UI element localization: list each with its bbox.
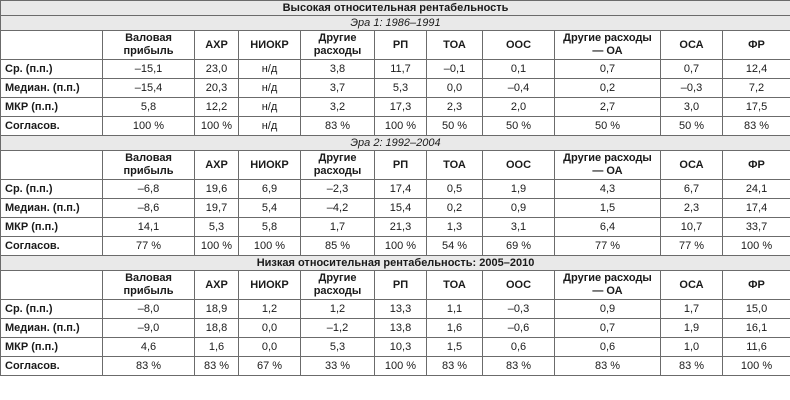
- table-cell: 83 %: [483, 357, 555, 376]
- column-header: ТОА: [427, 271, 483, 300]
- column-header: НИОКР: [239, 151, 301, 180]
- row-label: МКР (п.п.): [1, 218, 103, 237]
- table-cell: 3,7: [301, 79, 375, 98]
- table-cell: 19,6: [195, 180, 239, 199]
- table-cell: 15,4: [375, 199, 427, 218]
- row-label: Медиан. (п.п.): [1, 319, 103, 338]
- table-title: Высокая относительная рентабельность: [1, 1, 790, 16]
- table-cell: 0,2: [427, 199, 483, 218]
- table-cell: 18,8: [195, 319, 239, 338]
- row-label: МКР (п.п.): [1, 338, 103, 357]
- table-cell: –0,6: [483, 319, 555, 338]
- table-cell: 83 %: [103, 357, 195, 376]
- table-cell: 2,3: [427, 98, 483, 117]
- table-cell: 18,9: [195, 300, 239, 319]
- table-cell: 100 %: [723, 357, 790, 376]
- column-header: Валовая прибыль: [103, 151, 195, 180]
- table-cell: 2,3: [661, 199, 723, 218]
- table-cell: 23,0: [195, 60, 239, 79]
- column-header: ООС: [483, 31, 555, 60]
- column-header: ТОА: [427, 31, 483, 60]
- row-label: Медиан. (п.п.): [1, 79, 103, 98]
- table-cell: 14,1: [103, 218, 195, 237]
- column-header: Другие расходы — ОА: [555, 271, 661, 300]
- table-cell: –6,8: [103, 180, 195, 199]
- column-header: РП: [375, 271, 427, 300]
- table-cell: –15,4: [103, 79, 195, 98]
- table-cell: 0,9: [483, 199, 555, 218]
- column-header: ООС: [483, 271, 555, 300]
- table-cell: н/д: [239, 79, 301, 98]
- table-cell: 0,1: [483, 60, 555, 79]
- table-cell: 50 %: [661, 117, 723, 136]
- table-cell: 2,0: [483, 98, 555, 117]
- section-title: Эра 2: 1992–2004: [1, 136, 790, 151]
- table-cell: 20,3: [195, 79, 239, 98]
- section-title: Эра 1: 1986–1991: [1, 16, 790, 31]
- table-cell: 1,6: [427, 319, 483, 338]
- table-row: [1, 218, 790, 237]
- table-cell: 12,4: [723, 60, 790, 79]
- column-header-row: [1, 271, 790, 300]
- header-corner: [1, 151, 103, 180]
- table-cell: –4,2: [301, 199, 375, 218]
- table-cell: н/д: [239, 98, 301, 117]
- table-cell: 0,0: [239, 319, 301, 338]
- table-row: [1, 60, 790, 79]
- table-cell: 17,4: [375, 180, 427, 199]
- table-cell: 4,6: [103, 338, 195, 357]
- column-header: ООС: [483, 151, 555, 180]
- table-cell: 100 %: [375, 117, 427, 136]
- table-cell: 6,9: [239, 180, 301, 199]
- table-cell: 3,0: [661, 98, 723, 117]
- table-cell: 0,2: [555, 79, 661, 98]
- table-cell: 1,6: [195, 338, 239, 357]
- column-header: ОСА: [661, 271, 723, 300]
- row-label: Медиан. (п.п.): [1, 199, 103, 218]
- table-cell: 13,8: [375, 319, 427, 338]
- column-header: ОСА: [661, 151, 723, 180]
- table-cell: 0,0: [427, 79, 483, 98]
- table-row: [1, 98, 790, 117]
- table-cell: 24,1: [723, 180, 790, 199]
- table-cell: 1,3: [427, 218, 483, 237]
- column-header: Другие расходы — ОА: [555, 151, 661, 180]
- table-cell: 1,9: [483, 180, 555, 199]
- table-cell: 17,4: [723, 199, 790, 218]
- table-cell: 16,1: [723, 319, 790, 338]
- table-cell: 1,7: [661, 300, 723, 319]
- column-header: АХР: [195, 31, 239, 60]
- table-cell: 83 %: [195, 357, 239, 376]
- table-cell: 6,4: [555, 218, 661, 237]
- table-cell: –1,2: [301, 319, 375, 338]
- table-row: [1, 319, 790, 338]
- table-cell: 50 %: [555, 117, 661, 136]
- table-cell: 100 %: [239, 237, 301, 256]
- table-cell: 12,2: [195, 98, 239, 117]
- table-cell: 5,8: [103, 98, 195, 117]
- column-header: РП: [375, 31, 427, 60]
- table-cell: 0,7: [555, 60, 661, 79]
- table-cell: –8,0: [103, 300, 195, 319]
- table-cell: 1,5: [555, 199, 661, 218]
- column-header: АХР: [195, 151, 239, 180]
- table-cell: 1,5: [427, 338, 483, 357]
- column-header-row: [1, 31, 790, 60]
- header-corner: [1, 31, 103, 60]
- table-cell: 10,3: [375, 338, 427, 357]
- column-header: Валовая прибыль: [103, 271, 195, 300]
- table-cell: 3,8: [301, 60, 375, 79]
- table-cell: 50 %: [427, 117, 483, 136]
- table-cell: 83 %: [661, 357, 723, 376]
- table-cell: 100 %: [195, 237, 239, 256]
- table-cell: 1,2: [239, 300, 301, 319]
- column-header: ОСА: [661, 31, 723, 60]
- title-row: [1, 1, 790, 16]
- table-cell: 100 %: [375, 237, 427, 256]
- column-header: Другие расходы: [301, 271, 375, 300]
- table-cell: 15,0: [723, 300, 790, 319]
- section-title-row: [1, 16, 790, 31]
- table-cell: 83 %: [427, 357, 483, 376]
- table-cell: н/д: [239, 60, 301, 79]
- row-label: Ср. (п.п.): [1, 60, 103, 79]
- section-title-row: [1, 256, 790, 271]
- column-header: Валовая прибыль: [103, 31, 195, 60]
- table-cell: 0,6: [555, 338, 661, 357]
- table-row: [1, 117, 790, 136]
- table-cell: 100 %: [103, 117, 195, 136]
- column-header: НИОКР: [239, 31, 301, 60]
- table-cell: 77 %: [555, 237, 661, 256]
- table-row: [1, 199, 790, 218]
- table-cell: 33 %: [301, 357, 375, 376]
- table-cell: 5,3: [301, 338, 375, 357]
- table-cell: 3,2: [301, 98, 375, 117]
- table-cell: 100 %: [375, 357, 427, 376]
- table-cell: 6,7: [661, 180, 723, 199]
- table-row: [1, 237, 790, 256]
- table-cell: 13,3: [375, 300, 427, 319]
- table-cell: 0,9: [555, 300, 661, 319]
- table-cell: 3,1: [483, 218, 555, 237]
- table-cell: 2,7: [555, 98, 661, 117]
- table-cell: 54 %: [427, 237, 483, 256]
- table-cell: 85 %: [301, 237, 375, 256]
- table-cell: н/д: [239, 117, 301, 136]
- table-cell: 1,1: [427, 300, 483, 319]
- table-cell: 5,3: [375, 79, 427, 98]
- table-cell: 77 %: [661, 237, 723, 256]
- table-cell: 17,3: [375, 98, 427, 117]
- table-row: [1, 357, 790, 376]
- table-cell: 67 %: [239, 357, 301, 376]
- column-header: ФР: [723, 151, 790, 180]
- row-label: МКР (п.п.): [1, 98, 103, 117]
- column-header: ТОА: [427, 151, 483, 180]
- column-header: ФР: [723, 271, 790, 300]
- row-label: Согласов.: [1, 357, 103, 376]
- table-cell: 1,9: [661, 319, 723, 338]
- table-cell: 100 %: [723, 237, 790, 256]
- table-row: [1, 300, 790, 319]
- table-cell: 5,8: [239, 218, 301, 237]
- table-cell: 4,3: [555, 180, 661, 199]
- table-cell: 0,5: [427, 180, 483, 199]
- table-cell: 83 %: [301, 117, 375, 136]
- table-cell: 10,7: [661, 218, 723, 237]
- row-label: Согласов.: [1, 237, 103, 256]
- table-cell: 83 %: [555, 357, 661, 376]
- column-header-row: [1, 151, 790, 180]
- section-title: Низкая относительная рентабельность: 2005–2010: [1, 256, 790, 271]
- table-row: [1, 180, 790, 199]
- table-cell: 19,7: [195, 199, 239, 218]
- section-title-row: [1, 136, 790, 151]
- table-cell: 1,2: [301, 300, 375, 319]
- table-cell: 11,6: [723, 338, 790, 357]
- column-header: РП: [375, 151, 427, 180]
- table-cell: 0,0: [239, 338, 301, 357]
- table-cell: 0,6: [483, 338, 555, 357]
- table-cell: 7,2: [723, 79, 790, 98]
- table-cell: 33,7: [723, 218, 790, 237]
- table-cell: –8,6: [103, 199, 195, 218]
- table-row: [1, 79, 790, 98]
- column-header: ФР: [723, 31, 790, 60]
- table-cell: –15,1: [103, 60, 195, 79]
- table-cell: –0,1: [427, 60, 483, 79]
- column-header: Другие расходы: [301, 31, 375, 60]
- table-cell: 50 %: [483, 117, 555, 136]
- table-row: [1, 338, 790, 357]
- column-header: Другие расходы — ОА: [555, 31, 661, 60]
- column-header: НИОКР: [239, 271, 301, 300]
- header-corner: [1, 271, 103, 300]
- table-cell: –0,3: [661, 79, 723, 98]
- table-cell: 5,3: [195, 218, 239, 237]
- column-header: АХР: [195, 271, 239, 300]
- table-cell: –2,3: [301, 180, 375, 199]
- table-cell: 100 %: [195, 117, 239, 136]
- table-cell: 11,7: [375, 60, 427, 79]
- table-cell: 1,7: [301, 218, 375, 237]
- table-cell: –9,0: [103, 319, 195, 338]
- table-cell: 0,7: [555, 319, 661, 338]
- row-label: Ср. (п.п.): [1, 180, 103, 199]
- table-cell: –0,4: [483, 79, 555, 98]
- table-cell: 1,0: [661, 338, 723, 357]
- table-cell: 17,5: [723, 98, 790, 117]
- column-header: Другие расходы: [301, 151, 375, 180]
- table-cell: –0,3: [483, 300, 555, 319]
- row-label: Ср. (п.п.): [1, 300, 103, 319]
- table-cell: 21,3: [375, 218, 427, 237]
- table-cell: 77 %: [103, 237, 195, 256]
- table-cell: 83 %: [723, 117, 790, 136]
- table-cell: 69 %: [483, 237, 555, 256]
- row-label: Согласов.: [1, 117, 103, 136]
- table-cell: 5,4: [239, 199, 301, 218]
- table-body: [1, 1, 790, 376]
- table-cell: 0,7: [661, 60, 723, 79]
